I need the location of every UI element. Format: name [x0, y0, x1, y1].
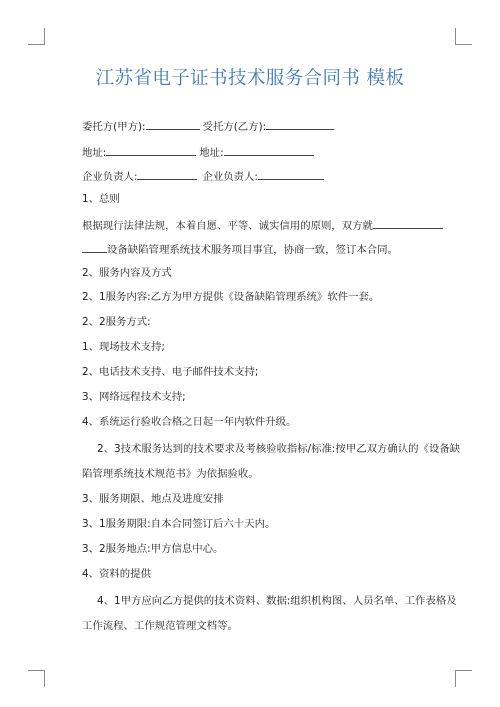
- list-item: 2、电话技术支持、电子邮件技术支持;: [82, 366, 259, 378]
- paragraph-line: 工作流程、工作规范管理文档等。: [82, 620, 238, 632]
- address-label-a: 地址:: [82, 147, 107, 159]
- paragraph-line: 设备缺陷管理系统技术服务项目事宜，协商一致，签订本合同。: [82, 241, 398, 257]
- project-blank[interactable]: [373, 217, 443, 229]
- paragraph-line: 3、1服务期限:自本合同签订后六十天内。: [82, 518, 276, 530]
- list-item: 4、系统运行验收合格之日起一年内软件升级。: [82, 416, 297, 428]
- leader-label-b: 企业负责人:: [202, 171, 258, 183]
- leader-label-a: 企业负责人:: [82, 171, 138, 183]
- leader-b-blank[interactable]: [258, 168, 324, 180]
- crop-mark-top-left: [28, 28, 45, 45]
- paragraph-line: 2、2服务方式:: [82, 316, 151, 328]
- party-b-blank[interactable]: [266, 118, 334, 130]
- project-blank-cont[interactable]: [82, 241, 107, 253]
- list-item: 3、网络远程技术支持;: [82, 391, 186, 403]
- section-heading: 2、服务内容及方式: [82, 267, 172, 279]
- list-item: 1、现场技术支持;: [82, 341, 165, 353]
- paragraph-line: 根据现行法律法规，本着自愿、平等、诚实信用的原则，双方就: [82, 217, 443, 233]
- paragraph-line: 4、1甲方应向乙方提供的技术资料、数据:组织机构图、人员名单、工作表格及: [97, 595, 457, 607]
- crop-mark-bottom-left: [28, 670, 45, 687]
- leader-line: [82, 168, 324, 184]
- party-b-label: 受托方(乙方):: [202, 121, 267, 133]
- address-label-b: 地址:: [199, 147, 224, 159]
- paragraph-line: 2、3技术服务达到的技术要求及考核验收指标/标准:按甲乙双方确认的《设备缺: [97, 443, 461, 455]
- party-a-label: 委托方(甲方):: [82, 121, 146, 133]
- address-line: [82, 144, 314, 160]
- paragraph-line: 3、2服务地点:甲方信息中心。: [82, 543, 224, 555]
- section-heading: 4、资料的提供: [82, 568, 151, 580]
- leader-a-blank[interactable]: [137, 168, 197, 180]
- section-heading: 1、总则: [82, 193, 120, 205]
- crop-mark-top-right: [455, 28, 472, 45]
- address-a-blank[interactable]: [106, 144, 196, 156]
- paragraph-line: 陷管理系统技术规范书》为依据验收。: [82, 468, 259, 480]
- crop-mark-bottom-right: [455, 670, 472, 687]
- section-heading: 3、服务期限、地点及进度安排: [82, 493, 224, 505]
- paragraph-line: 2、1服务内容:乙方为甲方提供《设备缺陷管理系统》软件一套。: [82, 291, 380, 303]
- address-b-blank[interactable]: [224, 144, 314, 156]
- document-title: 江苏省电子证书技术服务合同书 模板: [95, 68, 405, 89]
- party-a-blank[interactable]: [146, 118, 200, 130]
- party-line: [82, 118, 334, 134]
